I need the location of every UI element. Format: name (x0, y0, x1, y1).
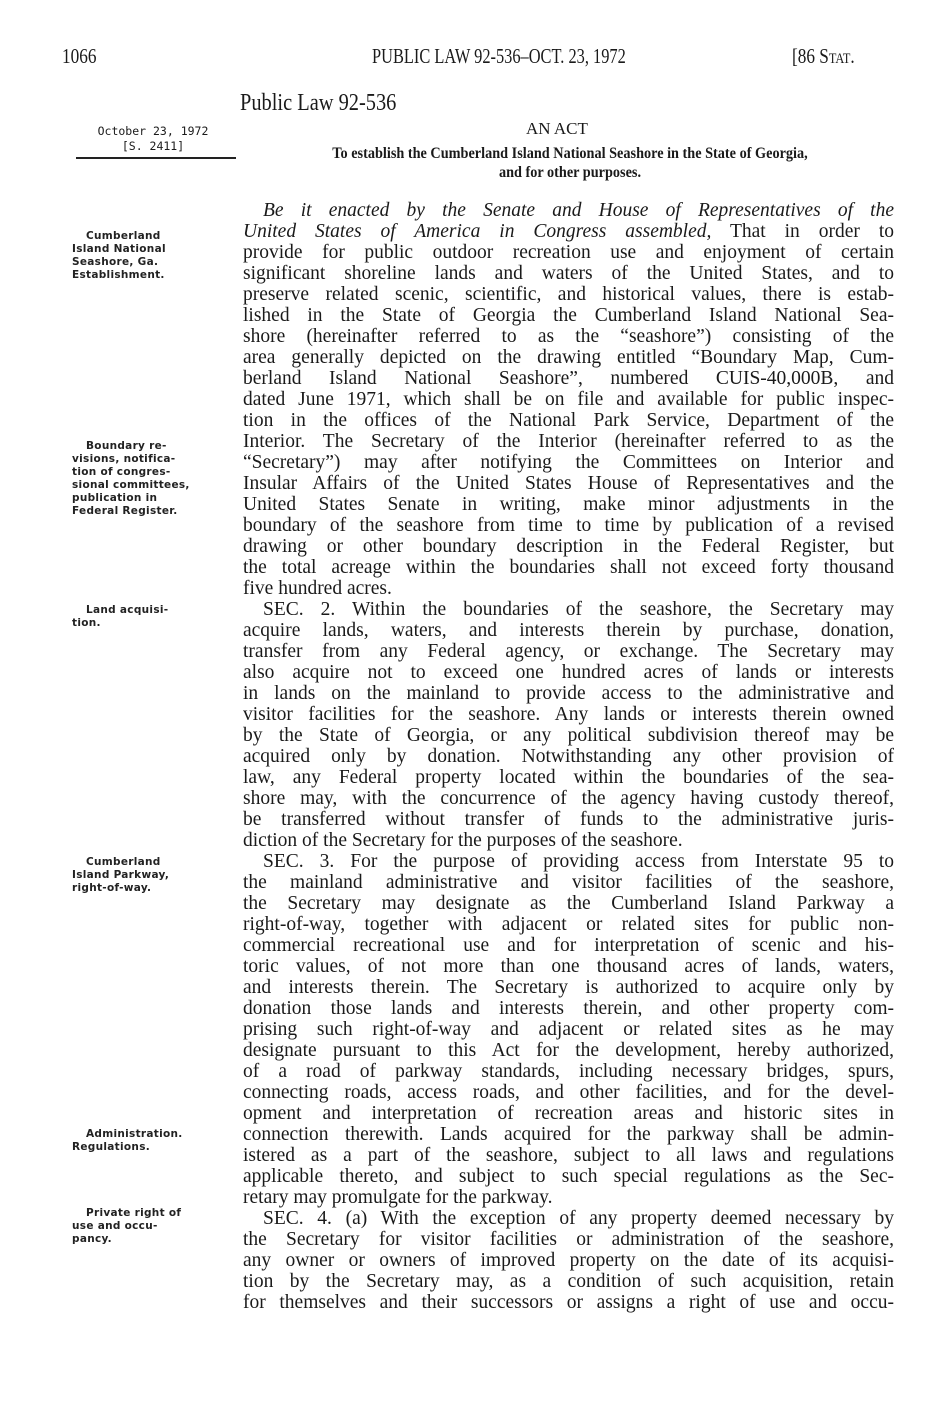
section-1-line: lished in the State of Georgia the Cumberland Island National Sea- (243, 305, 894, 326)
margin-note-private-right (72, 1207, 244, 1246)
enacting-clause-text: That in order to (711, 221, 894, 242)
body-text (243, 200, 894, 1313)
section-2-line: SEC. 2. Within the boundaries of the seashore, the Secretary may (263, 599, 894, 620)
margin-note-establishment (72, 230, 244, 282)
section-3-line: retary may promulgate for the parkway. (243, 1187, 553, 1208)
section-4-line: tion by the Secretary may, as a condition of such acquisition, retain (243, 1271, 894, 1292)
section-3-line: opment and interpretation of recreation areas and historic sites in (243, 1103, 894, 1124)
section-3-line: SEC. 3. For the purpose of providing access from Interstate 95 to (263, 851, 894, 872)
margin-note-line: Regulations. (72, 1141, 151, 1153)
section-3-line: istered as a part of the seashore, subject to all laws and regulations (243, 1145, 894, 1166)
section-3-line: toric values, of not more than one thousand acres of lands, waters, (243, 956, 894, 977)
bill-number: [S. 2411] (121, 139, 185, 153)
section-4-line: any owner or owners of improved property on the date of its acquisi- (243, 1250, 894, 1271)
section-4-line: SEC. 4. (a) With the exception of any property deemed necessary by (263, 1208, 894, 1229)
margin-note-line: Land acquisi- (86, 604, 169, 616)
enacting-clause-line (243, 221, 894, 242)
section-1-line: dated June 1971, which shall be on file and available for public inspec- (243, 389, 894, 410)
section-1-line: berland Island National Seashore”, numbered CUIS-40,000B, and (243, 368, 894, 389)
margin-note-line: Island Parkway, (72, 869, 170, 881)
running-head: PUBLIC LAW 92-536–OCT. 23, 1972 (372, 44, 626, 68)
long-title-line: To establish the Cumberland Island National Seashore in the State of Georgia, (332, 145, 808, 162)
divider (76, 157, 236, 159)
section-3-line: connecting roads, access roads, and other facilities, and for the devel- (243, 1082, 894, 1103)
margin-note-line: publication in (72, 492, 158, 504)
section-2-line: by the State of Georgia, or any political subdivision thereof may be (243, 725, 894, 746)
section-3-line: commercial recreational use and for interpretation of scenic and his- (243, 935, 894, 956)
long-title-line: and for other purposes. (498, 164, 642, 181)
margin-note-line: Seashore, Ga. (72, 256, 159, 268)
section-1-line: “Secretary”) may after notifying the Committees on Interior and (243, 452, 894, 473)
section-2-line: diction of the Secretary for the purposes of the seashore. (243, 830, 683, 851)
margin-note-parkway (72, 856, 244, 895)
section-1-line: significant shoreline lands and waters of the United States, and to (243, 263, 894, 284)
section-3-line: right-of-way, together with adjacent or related sites for public non- (243, 914, 894, 935)
margin-note-line: pancy. (72, 1233, 112, 1245)
section-2-line: transfer from any Federal agency, or exchange. The Secretary may (243, 641, 894, 662)
page-number: 1066 (62, 44, 97, 68)
margin-note-line: right-of-way. (72, 882, 152, 894)
margin-note-boundary-revisions (72, 440, 244, 518)
date-note (70, 124, 236, 154)
margin-note-line: Cumberland (86, 230, 161, 242)
margin-note-line: Administration. (86, 1128, 183, 1140)
section-1-line: Insular Affairs of the United States House of Representatives and the (243, 473, 894, 494)
margin-note-line: Establishment. (72, 269, 165, 281)
section-1-line: tion in the offices of the National Park Service, Department of the (243, 410, 894, 431)
section-3-line: prising such right-of-way and adjacent or related sites as he may (243, 1019, 894, 1040)
section-3-line: the Secretary may designate as the Cumberland Island Parkway a (243, 893, 894, 914)
section-2-line: law, any Federal property located within the boundaries of the sea- (243, 767, 894, 788)
section-3-line: donation those lands and interests therein, and other property com- (243, 998, 894, 1019)
section-3-line: of a road of parkway standards, including necessary bridges, spurs, (243, 1061, 894, 1082)
section-3-line: and interests therein. The Secretary is authorized to acquire only by (243, 977, 894, 998)
section-2-line: visitor facilities for the seashore. Any lands or interests therein owned (243, 704, 894, 725)
margin-note-line: visions, notifica- (72, 453, 176, 465)
section-1-line: United States Senate in writing, make minor adjustments in the (243, 494, 894, 515)
enacting-clause-italic: Be it enacted by the Senate and House of Representatives of the (263, 200, 894, 221)
margin-note-line: use and occu- (72, 1220, 158, 1232)
section-1-line: shore (hereinafter referred to as the “seashore”) consisting of the (243, 326, 894, 347)
margin-note-administration (72, 1128, 244, 1154)
section-1-line: five hundred acres. (243, 578, 392, 599)
margin-note-line: Cumberland (86, 856, 161, 868)
section-2-line: in lands on the mainland to provide access to the administrative and (243, 683, 894, 704)
section-1-line: the total acreage within the boundaries shall not exceed forty thousand (243, 557, 894, 578)
statute-reference: [86 Stat. (792, 44, 855, 68)
section-3-line: connection therewith. Lands acquired for the parkway shall be admin- (243, 1124, 894, 1145)
margin-note-line: tion. (72, 617, 101, 629)
section-3-line: applicable thereto, and subject to such special regulations as the Sec- (243, 1166, 894, 1187)
section-3-line: the mainland administrative and visitor facilities of the seashore, (243, 872, 894, 893)
margin-note-land-acquisition (72, 604, 244, 630)
section-4-line: for themselves and their successors or assigns a right of use and occu- (243, 1292, 894, 1313)
section-1-line: preserve related scenic, scientific, and historical values, there is estab- (243, 284, 894, 305)
section-1-line: Interior. The Secretary of the Interior (hereinafter referred to as the (243, 431, 894, 452)
section-3-line: designate pursuant to this Act for the development, hereby authorized, (243, 1040, 894, 1061)
section-1-line: boundary of the seashore from time to time by publication of a revised (243, 515, 894, 536)
long-title (270, 144, 870, 182)
section-4-line: the Secretary for visitor facilities or administration of the seashore, (243, 1229, 894, 1250)
margin-note-line: Federal Register. (72, 505, 178, 517)
section-2-line: shore may, with the concurrence of the agency having custody thereof, (243, 788, 894, 809)
section-2-line: acquired only by donation. Notwithstanding any other provision of (243, 746, 894, 767)
section-1-line: area generally depicted on the drawing entitled “Boundary Map, Cum- (243, 347, 894, 368)
margin-note-line: Private right of (86, 1207, 182, 1219)
margin-note-line: Island National (72, 243, 166, 255)
margin-note-line: tion of congres- (72, 466, 171, 478)
section-1-line: provide for public outdoor recreation use and enjoyment of certain (243, 242, 894, 263)
section-2-line: be transferred without transfer of funds to the administrative juris- (243, 809, 894, 830)
section-2-line: acquire lands, waters, and interests therein by purchase, donation, (243, 620, 894, 641)
enactment-date: October 23, 1972 (97, 124, 209, 138)
section-1-line: drawing or other boundary description in the Federal Register, but (243, 536, 894, 557)
margin-note-line: Boundary re- (86, 440, 167, 452)
act-label: AN ACT (526, 119, 588, 138)
enacting-clause-line (243, 200, 894, 221)
law-title: Public Law 92-536 (240, 90, 397, 116)
enacting-clause-italic: United States of America in Congress assembled, (243, 221, 712, 242)
margin-note-line: sional committees, (72, 479, 190, 491)
section-2-line: also acquire not to exceed one hundred acres of lands or interests (243, 662, 894, 683)
